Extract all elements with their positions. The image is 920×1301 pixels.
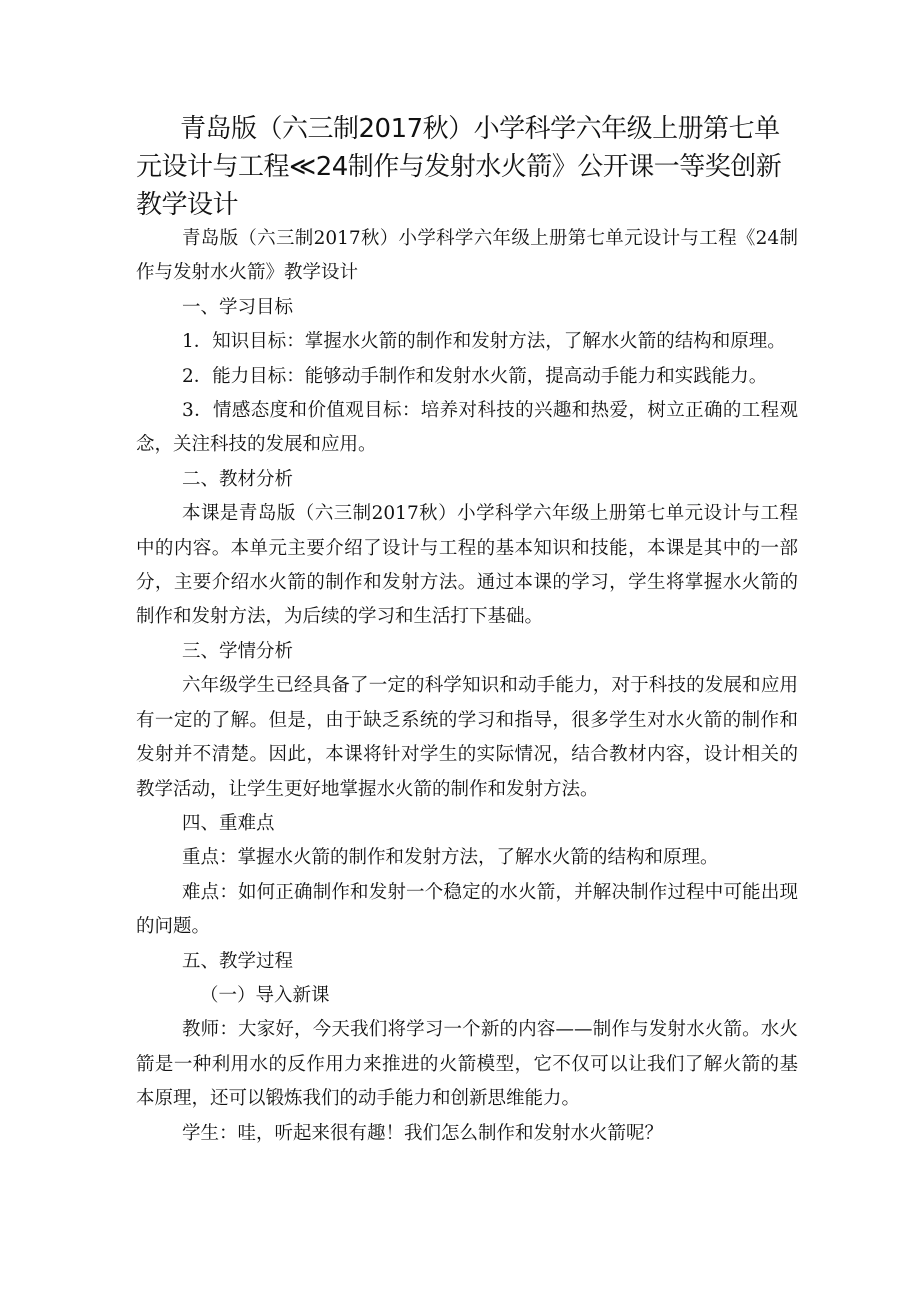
paragraph-key-point: 重点：掌握水火箭的制作和发射方法，了解水火箭的结构和原理。 bbox=[182, 847, 719, 869]
paragraph-ability-goal: 2．能力目标：能够动手制作和发射水火箭，提高动手能力和实践能力。 bbox=[182, 365, 768, 387]
paragraph-difficulty: 难点：如何正确制作和发射一个稳定的水火箭，并解决制作过程中可能出现的问题。 bbox=[136, 881, 798, 938]
document-body bbox=[136, 222, 798, 1151]
document-title: 青岛版（六三制2017秋）小学科学六年级上册第七单元设计与工程≪24制作与发射水火箭》公开课一等奖创新教学设计 bbox=[136, 114, 782, 220]
heading-learning-goals: 一、学习目标 bbox=[182, 296, 294, 318]
paragraph-intro: 青岛版（六三制2017秋）小学科学六年级上册第七单元设计与工程《24制作与发射水火箭》教学设计 bbox=[136, 228, 798, 284]
paragraph-student-speech: 学生：哇，听起来很有趣！我们怎么制作和发射水火箭呢？ bbox=[182, 1122, 664, 1144]
heading-textbook-analysis: 二、教材分析 bbox=[182, 468, 294, 490]
subheading-introduction: （一）导入新课 bbox=[200, 984, 330, 1006]
paragraph-knowledge-goal: 1．知识目标：掌握水火箭的制作和发射方法，了解水火箭的结构和原理。 bbox=[182, 331, 786, 353]
heading-student-analysis: 三、学情分析 bbox=[182, 640, 294, 662]
paragraph-textbook-analysis: 本课是青岛版（六三制2017秋）小学科学六年级上册第七单元设计与工程中的内容。本单元主要介绍了设计与工程的基本知识和技能，本课是其中的一部分，主要介绍水火箭的制作和发射方法。通过本课的学习，学生将掌握水火箭的制作和发射方法，为后续的学习和生活打下基础。 bbox=[136, 503, 798, 628]
heading-teaching-process: 五、教学过程 bbox=[182, 950, 294, 972]
paragraph-attitude-goal: 3．情感态度和价值观目标：培养对科技的兴趣和热爱，树立正确的工程观念，关注科技的发展和应用。 bbox=[136, 400, 798, 456]
paragraph-student-analysis: 六年级学生已经具备了一定的科学知识和动手能力，对于科技的发展和应用有一定的了解。但是，由于缺乏系统的学习和指导，很多学生对水火箭的制作和发射并不清楚。因此，本课将针对学生的实际情况，结合教材内容，设计相关的教学活动，让学生更好地掌握水火箭的制作和发射方法。 bbox=[136, 675, 798, 800]
heading-key-points: 四、重难点 bbox=[182, 812, 275, 834]
paragraph-teacher-speech: 教师：大家好，今天我们将学习一个新的内容——制作与发射水火箭。水火箭是一种利用水的反作用力来推进的火箭模型，它不仅可以让我们了解火箭的基本原理，还可以锻炼我们的动手能力和创新思维能力。 bbox=[136, 1019, 798, 1110]
